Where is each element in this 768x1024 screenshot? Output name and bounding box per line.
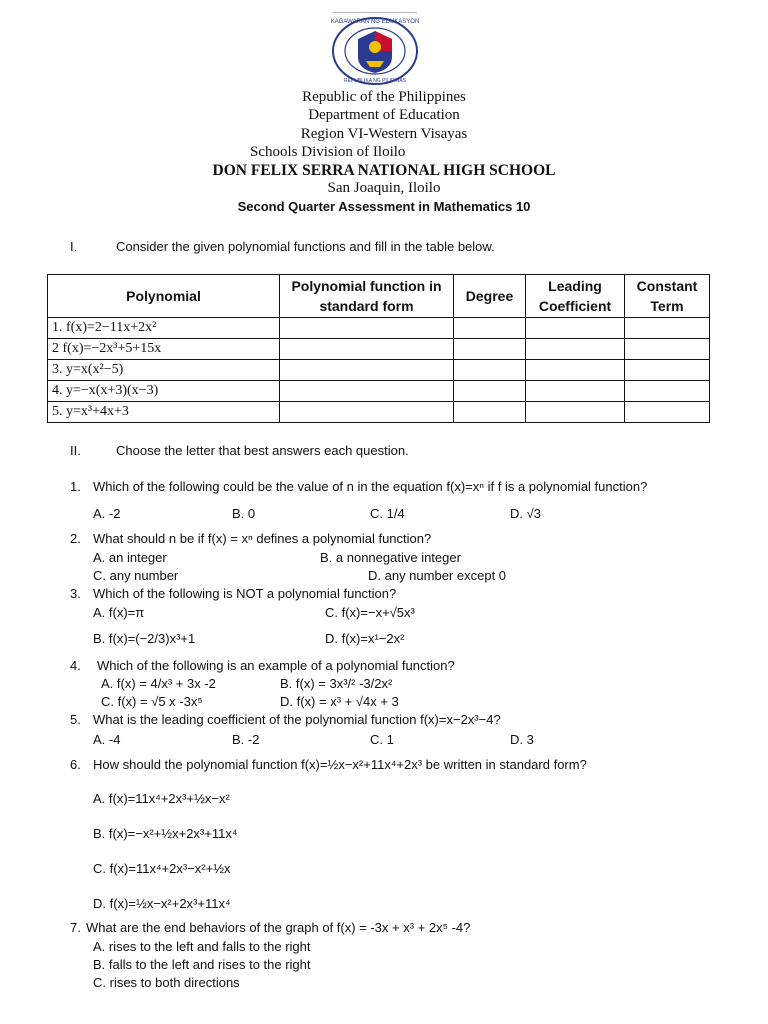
q2-text: What should n be if f(x) = xⁿ defines a polynomial function? [93,531,432,546]
answer-cell[interactable] [280,339,454,360]
q2-choice-a[interactable]: A. an integer [93,550,167,565]
table-row [48,360,710,381]
q6-number: 6. [70,757,81,772]
q4-text: Which of the following is an example of a polynomial function? [97,658,455,673]
polynomial-cell: 2 f(x)=−2x³+5+15x [48,339,280,360]
q6-choice-a[interactable]: A. f(x)=11x⁴+2x³+½x−x² [93,791,230,806]
answer-cell[interactable] [280,318,454,339]
table-row [48,318,710,339]
q4-choice-a[interactable]: A. f(x) = 4/x³ + 3x -2 [101,676,216,691]
answer-cell[interactable] [454,402,526,423]
answer-cell[interactable] [526,381,625,402]
polynomial-table [47,274,710,423]
q5-choice-d[interactable]: D. 3 [510,732,534,747]
answer-cell[interactable] [454,318,526,339]
q7-text: What are the end behaviors of the graph of f(x) = -3x + x³ + 2x⁵ -4? [86,920,471,935]
q5-choice-a[interactable]: A. -4 [93,732,121,747]
col-leading-coefficient: Leading Coefficient [526,275,625,318]
answer-cell[interactable] [280,381,454,402]
polynomial-cell: 1. f(x)=2−11x+2x² [48,318,280,339]
answer-cell[interactable] [454,360,526,381]
deped-seal [330,13,420,85]
col-constant-term: Constant Term [625,275,710,318]
answer-cell[interactable] [526,360,625,381]
q1-choice-a[interactable]: A. -2 [93,506,121,521]
q7-choice-b[interactable]: B. falls to the left and rises to the right [93,957,311,972]
q4-number: 4. [70,658,81,673]
q1-choice-c[interactable]: C. 1/4 [370,506,405,521]
q3-choice-b[interactable]: B. f(x)=(−2/3)x³+1 [93,631,196,646]
school-location: San Joaquin, Iloilo [327,180,441,196]
answer-cell[interactable] [625,402,710,423]
q1-text: Which of the following could be the value of n in the equation f(x)=xⁿ if f is a polynomial function? [93,479,648,494]
seal-text-top: KAGAWARAN NG EDUKASYON [330,19,420,25]
table-row [48,402,710,423]
q5-text: What is the leading coefficient of the polynomial function f(x)=x−2x³−4? [93,712,501,727]
q7-number: 7. [70,920,81,935]
answer-cell[interactable] [454,339,526,360]
answer-cell[interactable] [526,339,625,360]
table-row [48,381,710,402]
answer-cell[interactable] [280,402,454,423]
q6-choice-b[interactable]: B. f(x)=−x²+½x+2x³+11x⁴ [93,826,238,841]
school-name: DON FELIX SERRA NATIONAL HIGH SCHOOL [212,162,556,179]
header-country: Republic of the Philippines [302,89,466,105]
answer-cell[interactable] [625,360,710,381]
q6-text: How should the polynomial function f(x)=½x−x²+11x⁴+2x³ be written in standard form? [93,757,587,772]
col-polynomial: Polynomial [48,275,280,318]
q3-choice-d[interactable]: D. f(x)=x¹−2x² [325,631,405,646]
exam-title: Second Quarter Assessment in Mathematics 10 [237,199,531,214]
q4-choice-c[interactable]: C. f(x) = √5 x -3x⁵ [101,694,203,709]
q2-number: 2. [70,531,81,546]
part2-numeral: II. [70,443,81,458]
polynomial-cell: 4. y=−x(x+3)(x−3) [48,381,280,402]
q2-choice-b[interactable]: B. a nonnegative integer [320,550,461,565]
answer-cell[interactable] [280,360,454,381]
q5-number: 5. [70,712,81,727]
polynomial-cell: 5. y=x³+4x+3 [48,402,280,423]
q5-choice-b[interactable]: B. -2 [232,732,260,747]
part1-numeral: I. [70,239,78,254]
seal-text-bottom: REPUBLIKA NG PILIPINAS [344,78,406,84]
q1-choice-b[interactable]: B. 0 [232,506,256,521]
part2-instruction: Choose the letter that best answers each question. [116,443,409,458]
q2-choice-d[interactable]: D. any number except 0 [368,568,507,583]
answer-cell[interactable] [625,339,710,360]
q4-choice-b[interactable]: B. f(x) = 3x³/² -3/2x² [280,676,393,691]
table-row [48,339,710,360]
header-region: Region VI-Western Visayas [300,126,468,142]
q6-choice-d[interactable]: D. f(x)=½x−x²+2x³+11x⁴ [93,896,231,911]
q1-number: 1. [70,479,81,494]
q7-choice-a[interactable]: A. rises to the left and falls to the right [93,939,311,954]
q7-choice-c[interactable]: C. rises to both directions [93,975,240,990]
q6-choice-c[interactable]: C. f(x)=11x⁴+2x³−x²+½x [93,861,231,876]
q3-text: Which of the following is NOT a polynomial function? [93,586,397,601]
q1-choice-d[interactable]: D. √3 [510,506,541,521]
q2-choice-c[interactable]: C. any number [93,568,179,583]
answer-cell[interactable] [625,381,710,402]
q3-choice-a[interactable]: A. f(x)=π [93,605,145,620]
table-header-row [48,275,710,318]
q3-choice-c[interactable]: C. f(x)=−x+√5x³ [325,605,415,620]
part1-instruction: Consider the given polynomial functions and fill in the table below. [116,239,495,254]
answer-cell[interactable] [625,318,710,339]
header-department: Department of Education [308,107,460,123]
q5-choice-c[interactable]: C. 1 [370,732,394,747]
q4-choice-d[interactable]: D. f(x) = x³ + √4x + 3 [280,694,399,709]
answer-cell[interactable] [526,402,625,423]
col-standard-form: Polynomial function in standard form [280,275,454,318]
header-division: Schools Division of Iloilo [250,144,406,160]
polynomial-cell: 3. y=x(x²−5) [48,360,280,381]
answer-cell[interactable] [526,318,625,339]
col-degree: Degree [454,275,526,318]
q3-number: 3. [70,586,81,601]
answer-cell[interactable] [454,381,526,402]
